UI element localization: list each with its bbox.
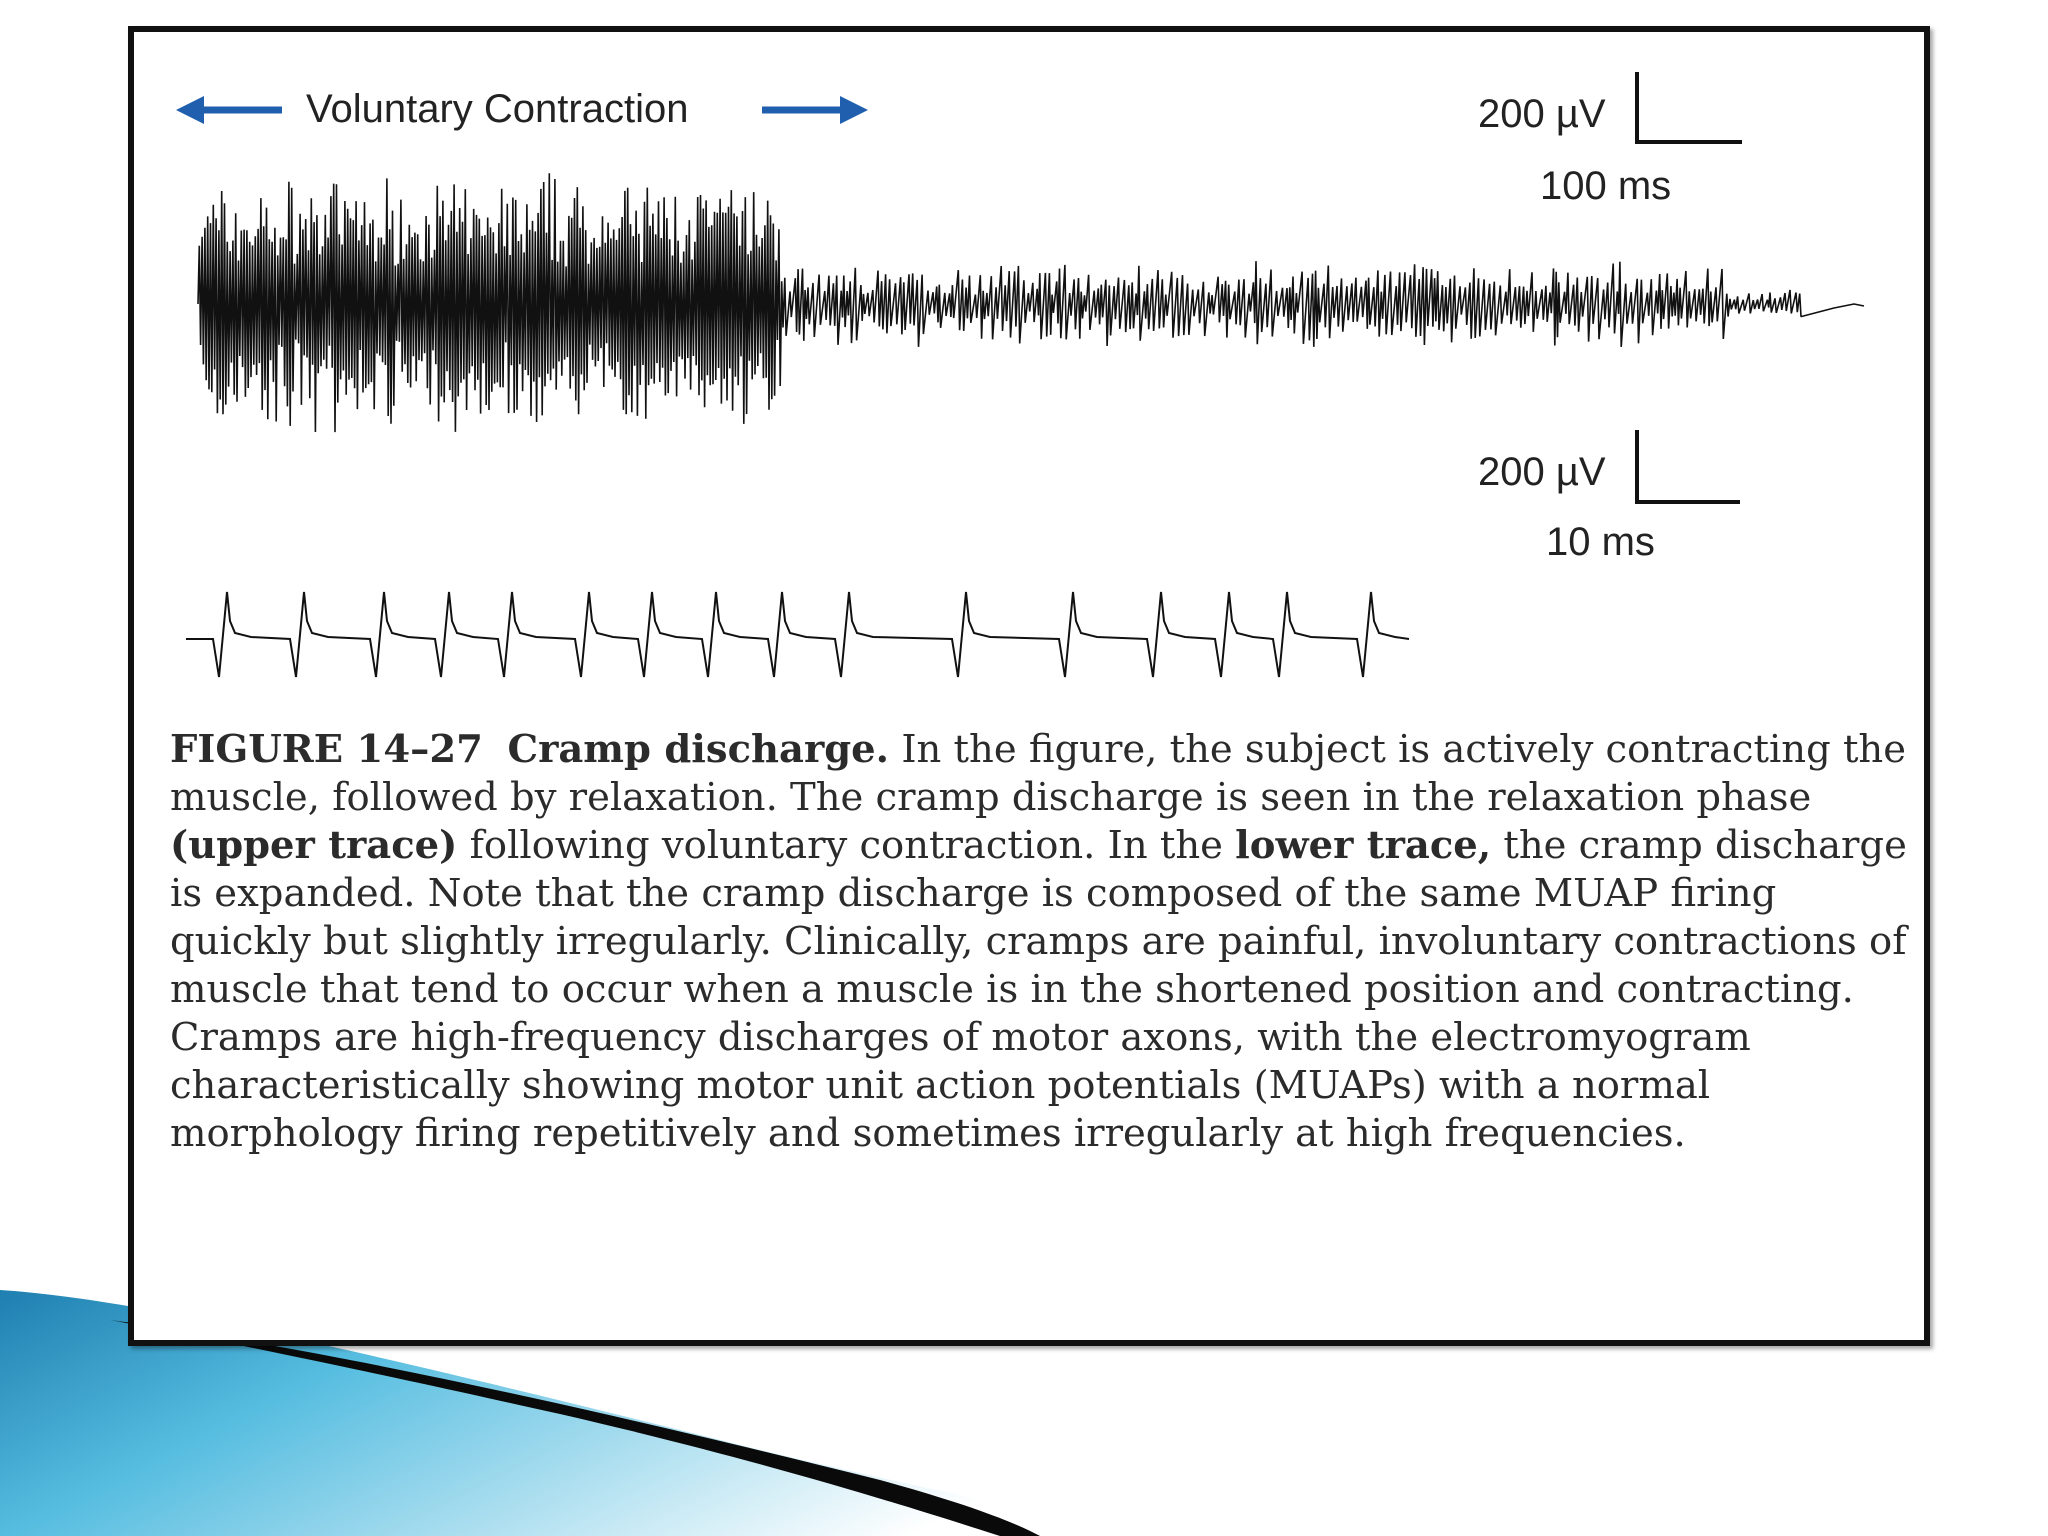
lower-scale-time: 10 ms <box>1546 520 1655 564</box>
caption-title: Cramp discharge. <box>507 727 890 772</box>
caption-text-3: the cramp discharge is expanded. Note that the cramp discharge is composed of the same MUAP firing quickly but slightly irregularly. Clinically, cramps are painful, involuntary contractions of muscle that tend to occur when a muscle is in the shortened position and contracting. Cramps are high-frequency discharges of motor axons, with the electromyogram characteristically showing motor unit action potentials (MUAPs) with a normal morphology firing repetitively and sometimes irregularly at high frequencies. <box>170 823 1907 1156</box>
upper-scale-bar <box>1637 72 1742 142</box>
caption-upper-trace: (upper trace) <box>170 823 458 868</box>
emg-figure <box>134 32 1924 732</box>
lower-scale-amplitude: 200 µV <box>1478 450 1606 494</box>
lower-emg-trace <box>186 592 1409 677</box>
caption-lower-trace: lower trace, <box>1235 823 1492 868</box>
upper-scale-amplitude: 200 µV <box>1478 92 1606 136</box>
upper-emg-trace <box>198 173 1864 432</box>
upper-scale-time: 100 ms <box>1540 164 1672 208</box>
right-arrow-icon <box>762 96 868 124</box>
caption-text-2: following voluntary contraction. In the <box>457 823 1236 868</box>
caption-text-1: In the figure, the subject is actively contracting the muscle, followed by relaxation. The cramp discharge is seen in the relaxation phase <box>170 727 1907 820</box>
lower-scale-bar <box>1637 430 1740 502</box>
figure-caption <box>170 726 1910 1158</box>
left-arrow-icon <box>176 96 282 124</box>
figure-frame <box>128 26 1930 1346</box>
voluntary-contraction-label: Voluntary Contraction <box>306 87 689 131</box>
caption-figure-number: FIGURE 14–27 <box>170 727 483 772</box>
